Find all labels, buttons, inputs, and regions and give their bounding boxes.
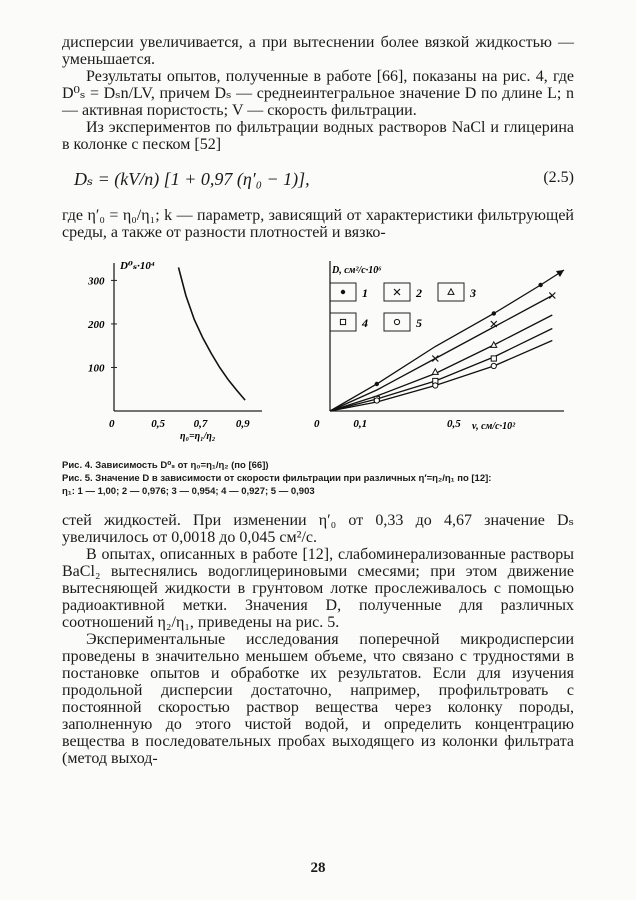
- fig5-point-circle: [394, 319, 399, 324]
- fig5-point-circle: [433, 383, 438, 388]
- fig5-point-circle: [374, 398, 379, 403]
- fig5-legend-label: 4: [362, 316, 368, 330]
- fig5-point-square: [340, 319, 345, 324]
- fig5-legend-label: 5: [416, 316, 422, 330]
- fig5-series-line-2: [330, 296, 552, 412]
- figure-5-chart: [302, 251, 572, 451]
- fig5-point-dot: [492, 311, 496, 315]
- fig5-point-cross: [549, 293, 555, 299]
- figure-5-legend-caption: η₁: 1 — 1,00; 2 — 0,976; 3 — 0,954; 4 — 0,927; 5 — 0,903: [62, 486, 315, 497]
- figure-5-caption: Рис. 5. Значение D в зависимости от скорости фильтрации при различных η′=η₂/η₁ по [12]:: [62, 473, 492, 484]
- fig5-point-dot: [538, 283, 542, 287]
- fig5-legend-label: 3: [470, 286, 476, 300]
- fig5-point-dot: [341, 290, 345, 294]
- formula-2-5: [62, 161, 574, 201]
- page-body: [62, 34, 574, 767]
- fig4-curve: [179, 267, 246, 400]
- formula-number: (2.5): [543, 169, 574, 186]
- fig4-y-tick: 100: [88, 362, 105, 375]
- fig4-y-label: D⁰ₛ·10⁴: [120, 260, 155, 272]
- fig5-x-tick: 0,1: [353, 418, 368, 430]
- fig5-point-triangle: [448, 289, 454, 295]
- fig5-x-tick: 0: [314, 418, 320, 430]
- paragraph-7: Экспериментальные исследования поперечной микродисперсии проведены в значительно меньшем объеме, что связано с трудностями в постановке опытов и обработке их результатов. Если для изучения продольной дисперсии достаточно, например, профильтровать с постоянной скоростью раствор вещества через колонку породы, заполненную до этого чистой водой, и определить концентрацию вещества в последовательных пробах выходящего из колонки фильтрата (метод выход-: [62, 631, 574, 767]
- fig5-point-cross: [432, 356, 438, 362]
- fig5-point-triangle: [432, 369, 438, 375]
- paragraph-2: Результаты опытов, полученные в работе [66], показаны на рис. 4, где D⁰ₛ = Dₛn/LV, причем Dₛ — среднеинтегральное значение D по длине L; n — активная пористость; V — скорость фильтрации.: [62, 68, 574, 119]
- fig5-y-label: D, см²/с·10⁶: [332, 265, 382, 276]
- page-number: 28: [310, 860, 326, 876]
- paragraph-6: В опытах, описанных в работе [12], слабоминерализованные растворы BaCl₂ вытеснялись водоглицериновыми смесями; при этом движение вытесняющей жидкости в грунтовом лотке прослеживалось с помощью радиоактивной метки. Значения D, полученные для различных соотношений η₂/η₁, приведены на рис. 5.: [62, 546, 574, 631]
- fig4-y-tick: 200: [88, 318, 105, 331]
- fig5-point-cross: [491, 321, 497, 327]
- fig5-x-tick: 0,5: [447, 418, 461, 430]
- fig5-x-label: v, см/с·10²: [472, 421, 516, 432]
- fig4-x-tick: 0,9: [235, 418, 250, 430]
- fig5-legend-label: 2: [416, 286, 422, 300]
- fig5-arrowhead: [556, 270, 564, 277]
- fig5-point-cross: [394, 289, 400, 295]
- paragraph-4: где η′₀ = η₀/η₁; k — параметр, зависящий от характеристики фильтрующей среды, а также от разности плотностей и вязко-: [62, 207, 574, 241]
- fig5-legend-label: 1: [362, 286, 368, 300]
- fig4-y-tick: 300: [88, 275, 105, 288]
- fig4-x-tick: 0: [109, 418, 115, 430]
- formula-expression: Dₛ = (kV/n) [1 + 0,97 (η′₀ − 1)],: [74, 169, 310, 189]
- paragraph-5: стей жидкостей. При изменении η′₀ от 0,33 до 4,67 значение Dₛ увеличилось от 0,0018 до 0,045 см²/с.: [62, 512, 574, 546]
- fig4-x-tick: 0,5: [151, 418, 166, 430]
- fig5-series-line-4: [330, 329, 552, 412]
- fig4-x-label: η₀=η₁/η₂: [180, 431, 216, 442]
- figure-4-caption: Рис. 4. Зависимость D⁰ₛ от η₀=η₁/η₂ (по [66]): [62, 460, 269, 471]
- paragraph-3: Из экспериментов по фильтрации водных растворов NaCl и глицерина в колонке с песком [52]: [62, 119, 574, 153]
- figure-4-chart: [72, 251, 272, 451]
- figures-row: [62, 251, 574, 459]
- fig5-point-dot: [375, 382, 379, 386]
- paragraph-1: дисперсии увеличивается, а при вытеснении более вязкой жидкостью — уменьшается.: [62, 34, 574, 68]
- fig5-point-square: [491, 356, 496, 361]
- fig5-legend: [330, 283, 476, 331]
- fig4-x-tick: 0,7: [193, 418, 208, 430]
- fig5-point-circle: [491, 363, 496, 368]
